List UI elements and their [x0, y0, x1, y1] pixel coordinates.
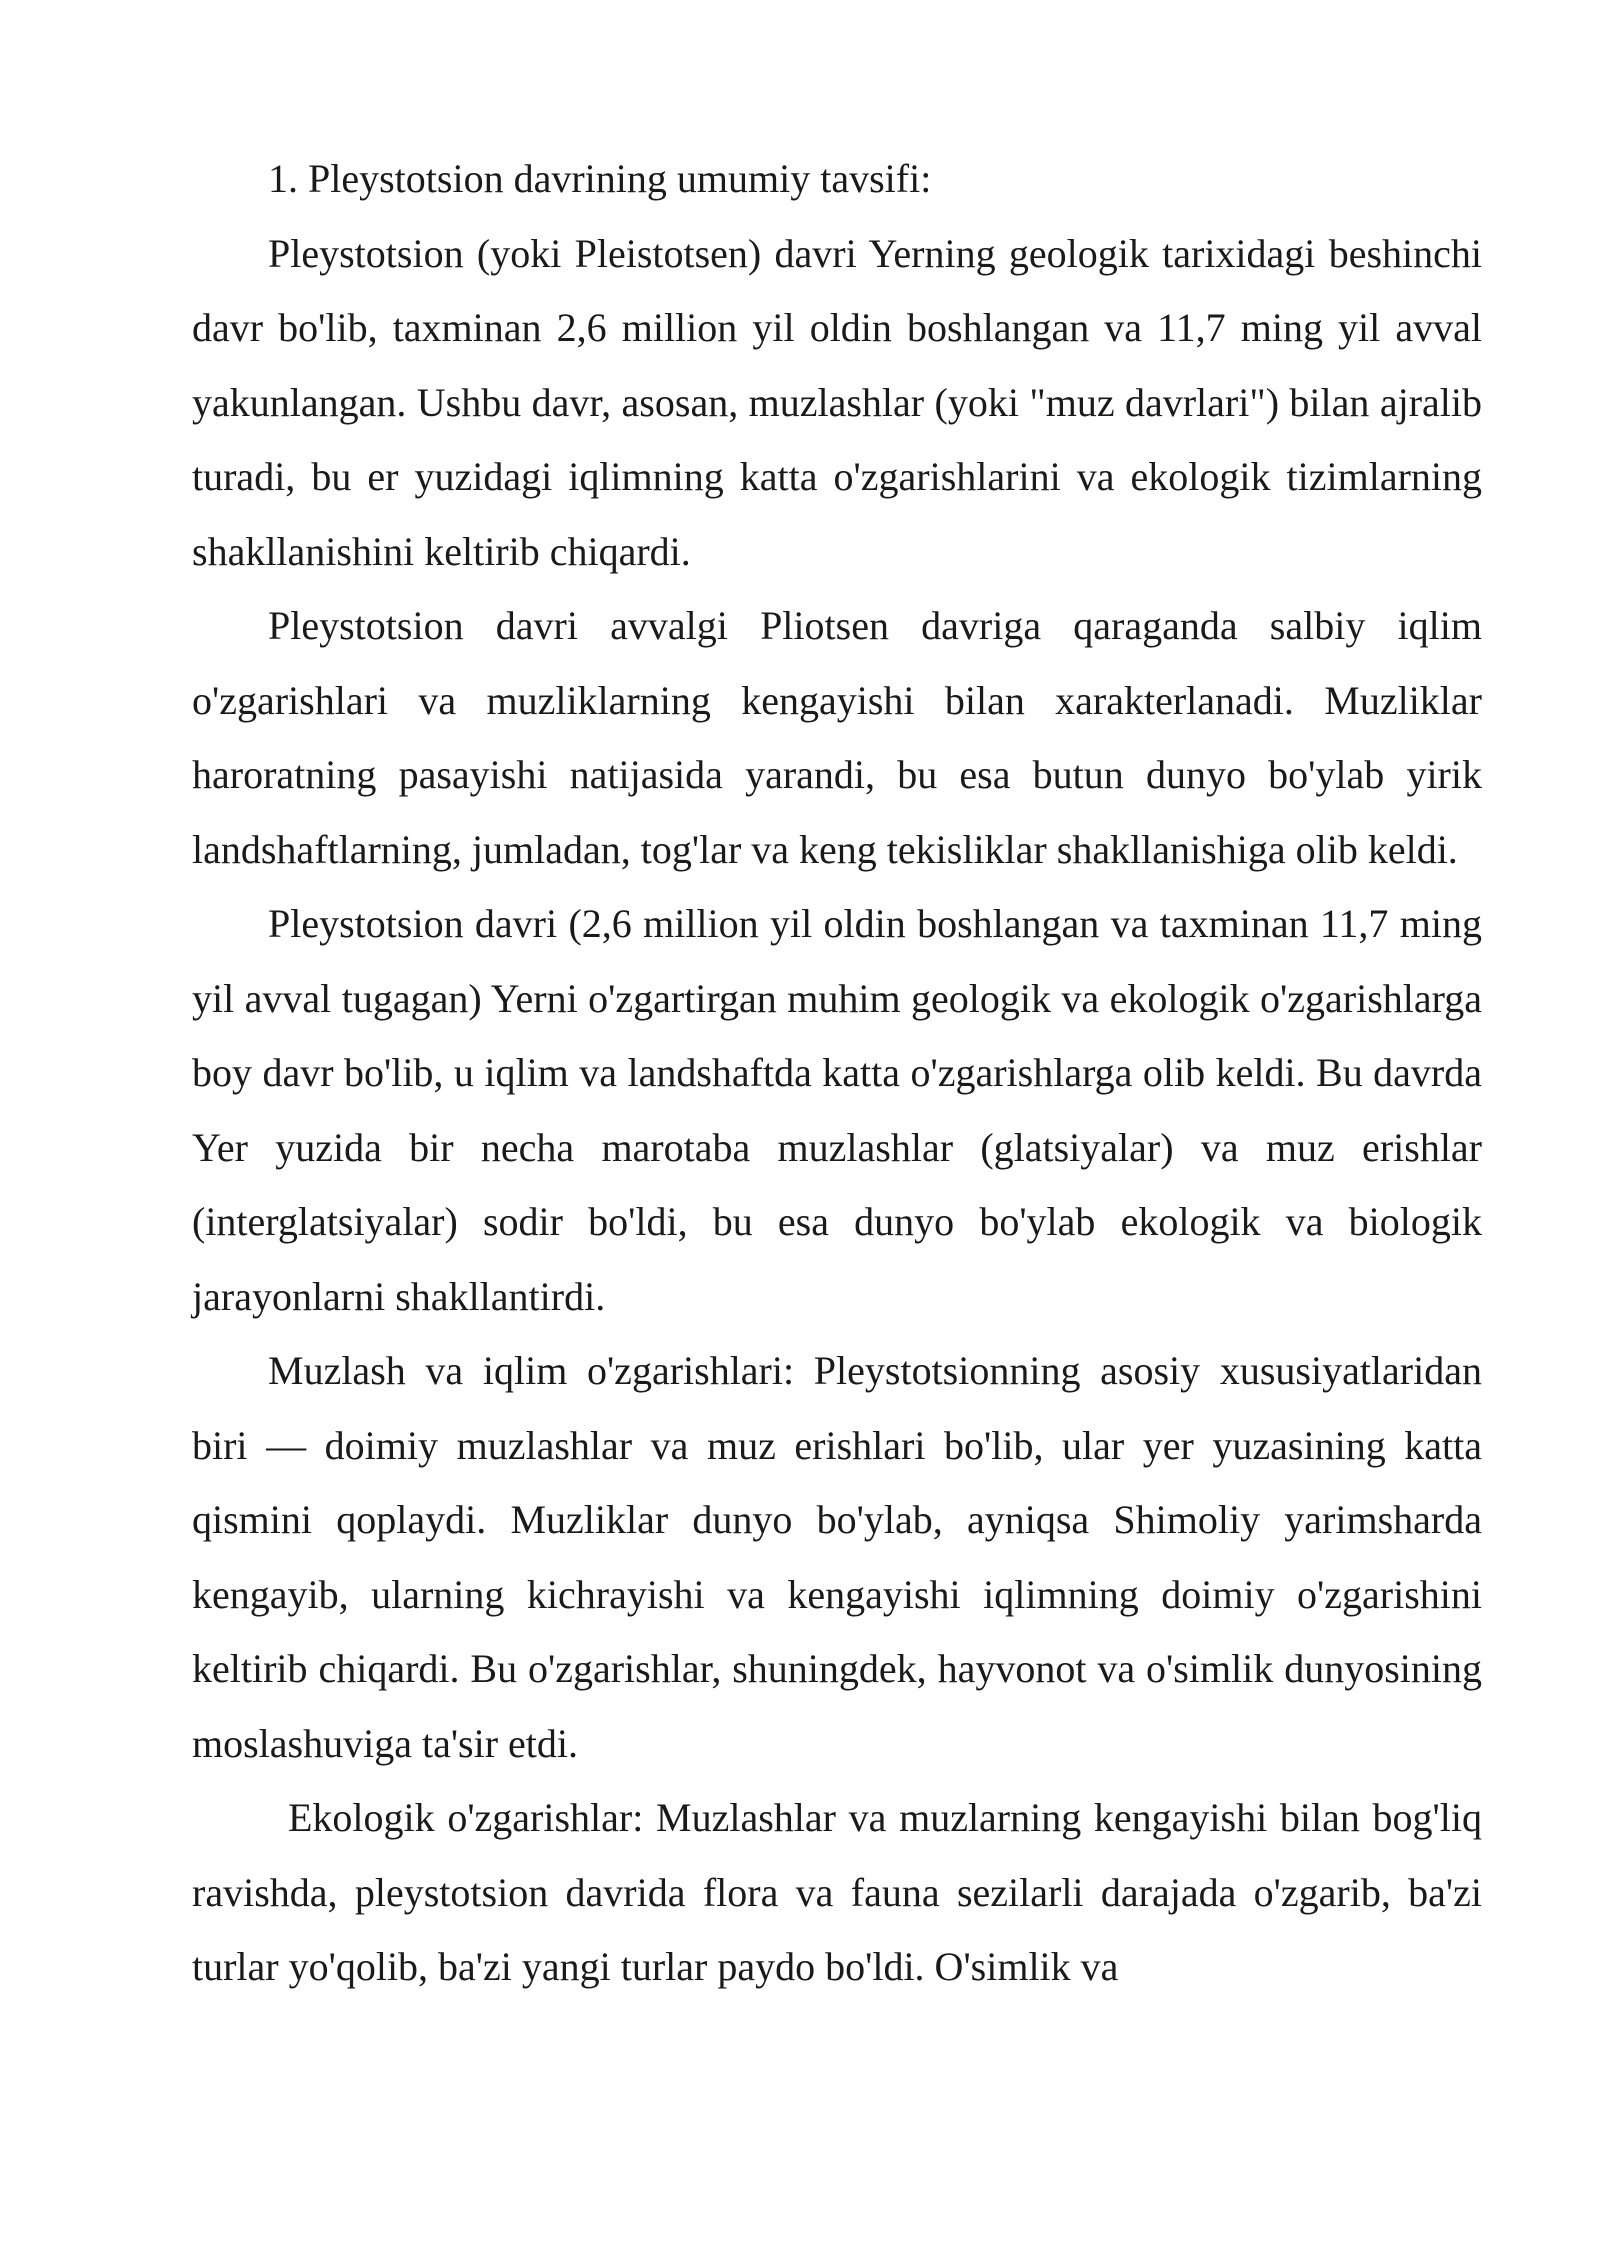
document-body	[192, 142, 1482, 2005]
paragraph-geologic-changes: Pleystotsion davri (2,6 million yil oldin boshlangan va taxminan 11,7 ming yil avval tugagan) Yerni o'zgartirgan muhim geologik va ekologik o'zgarishlarga boy davr bo'lib, u iqlim va landshaftda katta o'zgarishlarga olib keldi. Bu davrda Yer yuzida bir necha marotaba muzlashlar (glatsiyalar) va muz erishlar (interglatsiyalar) sodir bo'ldi, bu esa dunyo bo'ylab ekologik va biologik jarayonlarni shakllantirdi.	[192, 901, 1482, 1319]
paragraph-intro: Pleystotsion (yoki Pleistotsen) davri Yerning geologik tarixidagi beshinchi davr bo'lib, taxminan 2,6 million yil oldin boshlangan va 11,7 ming yil avval yakunlangan. Ushbu davr, asosan, muzlashlar (yoki "muz davrlari") bilan ajralib turadi, bu er yuzidagi iqlimning katta o'zgarishlarini va ekologik tizimlarning shakllanishini keltirib chiqardi.	[192, 230, 1482, 574]
paragraph-ecological-changes: Ekologik o'zgarishlar: Muzlashlar va muzlarning kengayishi bilan bog'liq ravishda, pleystotsion davrida flora va fauna sezilarli darajada o'zgarib, ba'zi turlar yo'qolib, ba'zi yangi turlar paydo bo'ldi. O'simlik va	[192, 1795, 1482, 1989]
section-heading: 1. Pleystotsion davrining umumiy tavsifi:	[268, 156, 932, 201]
paragraph-pliocene-comparison: Pleystotsion davri avvalgi Pliotsen davriga qaraganda salbiy iqlim o'zgarishlari va muzliklarning kengayishi bilan xarakterlanadi. Muzliklar haroratning pasayishi natijasida yarandi, bu esa butun dunyo bo'ylab yirik landshaftlarning, jumladan, tog'lar va keng tekisliklar shakllanishiga olib keldi.	[192, 603, 1482, 872]
paragraph-glaciation-climate: Muzlash va iqlim o'zgarishlari: Pleystotsionning asosiy xususiyatlaridan biri — doimiy muzlashlar va muz erishlari bo'lib, ular yer yuzasining katta qismini qoplaydi. Muzliklar dunyo bo'ylab, ayniqsa Shimoliy yarimsharda kengayib, ularning kichrayishi va kengayishi iqlimning doimiy o'zgarishini keltirib chiqardi. Bu o'zgarishlar, shuningdek, hayvonot va o'simlik dunyosining moslashuviga ta'sir etdi.	[192, 1348, 1482, 1766]
